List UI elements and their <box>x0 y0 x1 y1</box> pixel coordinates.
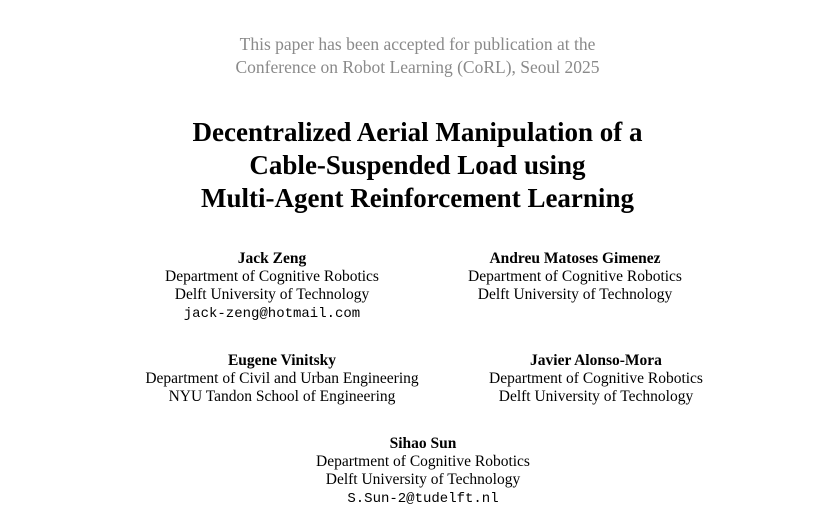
author-name: Sihao Sun <box>389 435 457 452</box>
publication-notice-line-2: Conference on Robot Learning (CoRL), Seoul 2025 <box>235 57 600 77</box>
author-department: Department of Cognitive Robotics <box>316 453 530 470</box>
author-email[interactable]: S.Sun-2@tudelft.nl <box>347 491 499 507</box>
author-name: Eugene Vinitsky <box>227 352 337 369</box>
paper-title-line-2: Cable-Suspended Load using <box>249 150 586 180</box>
author-name: Jack Zeng <box>237 250 307 267</box>
publication-notice-line-1: This paper has been accepted for publication at the <box>239 34 596 54</box>
author-block-jack-zeng <box>137 250 407 324</box>
author-institution: Delft University of Technology <box>477 286 673 303</box>
author-email[interactable]: jack-zeng@hotmail.com <box>183 306 361 322</box>
author-block-javier-alonso-mora <box>456 352 736 406</box>
author-block-andreu-matoses-gimenez <box>430 250 720 304</box>
author-department: Department of Civil and Urban Engineering <box>145 370 419 387</box>
author-institution: NYU Tandon School of Engineering <box>168 388 396 405</box>
paper-title <box>0 116 835 215</box>
author-name: Javier Alonso-Mora <box>530 352 662 369</box>
author-institution: Delft University of Technology <box>174 286 370 303</box>
author-department: Department of Cognitive Robotics <box>489 370 703 387</box>
author-block-sihao-sun <box>263 435 583 509</box>
paper-title-line-3: Multi-Agent Reinforcement Learning <box>201 183 634 213</box>
publication-notice <box>0 33 835 79</box>
paper-title-line-1: Decentralized Aerial Manipulation of a <box>192 117 643 147</box>
author-department: Department of Cognitive Robotics <box>165 268 379 285</box>
author-institution: Delft University of Technology <box>325 471 521 488</box>
author-department: Department of Cognitive Robotics <box>468 268 682 285</box>
author-institution: Delft University of Technology <box>498 388 694 405</box>
author-block-eugene-vinitsky <box>117 352 447 406</box>
author-name: Andreu Matoses Gimenez <box>489 250 661 267</box>
